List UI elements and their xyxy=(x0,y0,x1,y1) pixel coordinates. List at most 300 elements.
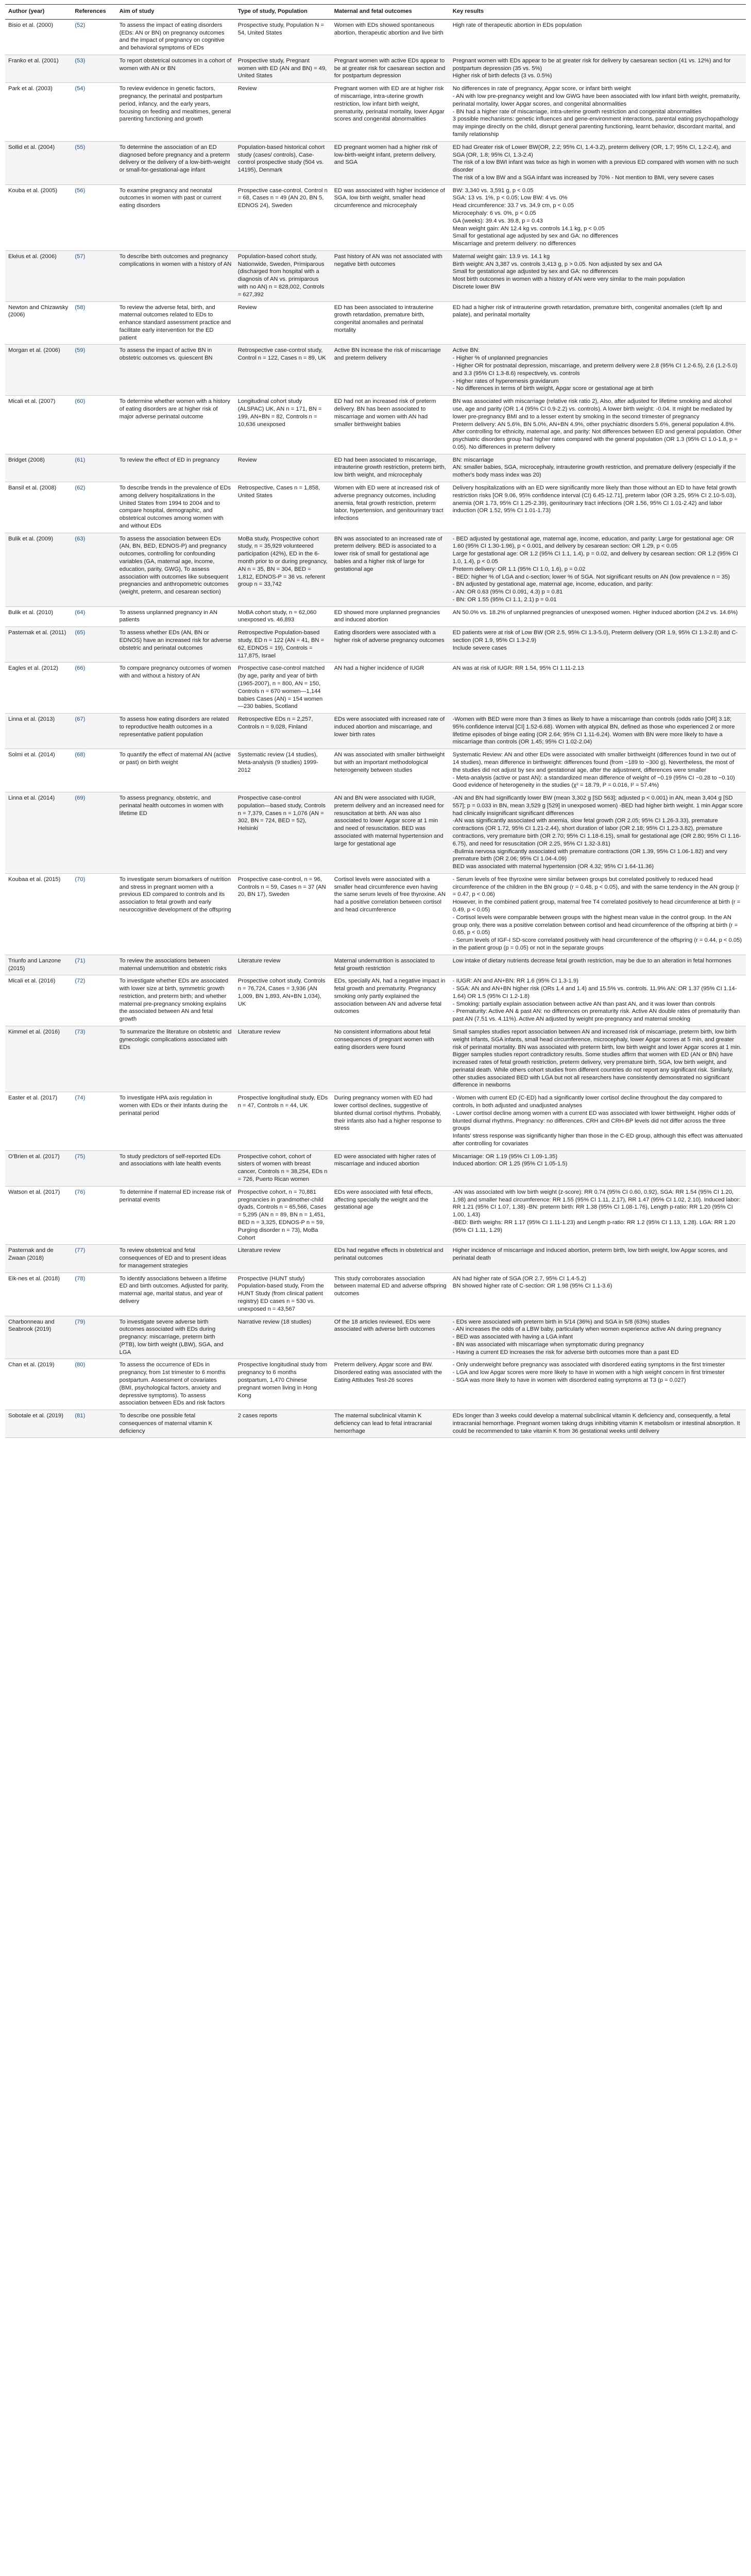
aim-cell: To determine if maternal ED increase risk of perinatal events xyxy=(116,1186,235,1244)
study-type-cell: Prospective longitudinal study from pregnancy to 6 months postpartum, 1,470 Chinese pregnant women living in Hong Kong xyxy=(235,1359,331,1410)
author-cell: Sobotale et al. (2019) xyxy=(5,1410,72,1438)
table-row xyxy=(5,1273,746,1316)
result-line: AN was at risk of IUGR: RR 1.54, 95% CI 1.11-2.13 xyxy=(452,665,584,672)
result-line: - LGA and low Apgar scores were more likely to have in women with a high weight concern in first trimester xyxy=(452,1369,725,1376)
result-line: AN: smaller babies, SGA, microcephaly, intrauterine growth restriction, and premature delivery (especially if the mother's body mass index was 20) xyxy=(452,464,736,479)
result-line: Head circumference: 33.7 vs. 34.9 cm, p < 0.05 xyxy=(452,202,574,209)
result-line: High rate of therapeutic abortion in EDs population xyxy=(452,22,582,28)
reference-link[interactable]: (67) xyxy=(72,714,116,749)
result-line: - Smoking: partially explain association between active AN than past AN, and it was lower than controls xyxy=(452,1001,715,1007)
reference-link[interactable]: (76) xyxy=(72,1186,116,1244)
study-type-cell: Prospective case-control, Control n = 68, Cases n = 49 (AN 20, BN 5, EDNOS 24), Sweden xyxy=(235,184,331,250)
key-results-cell xyxy=(450,627,746,663)
reference-link[interactable]: (56) xyxy=(72,184,116,250)
aim-cell: To assess the impact of active BN in obstetric outcomes vs. quiescent BN xyxy=(116,345,235,396)
table-row xyxy=(5,749,746,792)
key-results-cell xyxy=(450,1092,746,1150)
author-cell: Pasternak et al. (2011) xyxy=(5,627,72,663)
table-body xyxy=(5,19,746,1438)
table-row xyxy=(5,627,746,663)
result-line: Birth weight: AN 3,387 vs. controls 3,413 g, p > 0.05. Non adjusted by sex and GA xyxy=(452,261,662,267)
result-line: - BED was associated with having a LGA infant xyxy=(452,1334,573,1341)
study-type-cell: Population-based cohort study, Nationwide, Sweden, Primiparous (discharged from hospital with a diagnosis of AN vs. primiparous with no AN) n = 828,002, Controls = 627,392 xyxy=(235,250,331,301)
key-results-cell xyxy=(450,873,746,955)
study-type-cell: Prospective case-control matched (by age, parity and year of birth (1965-2007), n = 800, AN = 150, Controls n = 670 women—1,144 babies Cases (AN) = 154 women—230 babies, Scotland xyxy=(235,663,331,714)
result-line: Include severe cases xyxy=(452,645,507,651)
study-type-cell: Prospective case-control population—based study, Controls n = 7,379, Cases n = 1,076 (AN = 302, BN = 724, BED = 52), Helsinki xyxy=(235,792,331,874)
result-line: - Meta-analysis (active or past AN): a standardized mean difference of weight of −0.19 (95% CI −0.28 to −0.10) xyxy=(452,774,735,781)
author-cell: Ekéus et al. (2006) xyxy=(5,250,72,301)
study-type-cell: Retrospective case-control study, Control n = 122, Cases n = 89, UK xyxy=(235,345,331,396)
outcomes-cell: ED were associated with higher rates of miscarriage and induced abortion xyxy=(331,1150,450,1186)
outcomes-cell: ED had not an increased risk of preterm delivery. BN has been associated to miscarriage and women with AN had smaller birthweight babies xyxy=(331,396,450,454)
header-type: Type of study, Population xyxy=(235,5,331,20)
outcomes-cell: Maternal undernutrition is associated to fetal growth restriction xyxy=(331,955,450,975)
reference-link[interactable]: (79) xyxy=(72,1316,116,1359)
result-line: Mean weight gain: AN 12.4 kg vs. controls 14.1 kg, p < 0.05 xyxy=(452,225,605,232)
table-row xyxy=(5,396,746,454)
key-results-cell xyxy=(450,345,746,396)
header-row xyxy=(5,5,746,20)
author-cell: Franko et al. (2001) xyxy=(5,55,72,82)
result-line: GA (weeks): 39.4 vs. 39.8, p = 0.43 xyxy=(452,217,543,224)
table-row xyxy=(5,1359,746,1410)
table-row xyxy=(5,482,746,533)
key-results-cell xyxy=(450,141,746,184)
result-line: - No differences in terms of birth weight, Apgar score or gestational age at birth xyxy=(452,385,654,392)
result-line: Delivery hospitalizations with an ED were significantly more likely than those without an ED to have fetal growth restriction risks [OR 9.06, 95% confidence interval (CI) 6.45-12.71], preterm labor (OR 3.25, 95% CI 2.10-5.03), anemia (OR 1.73, 95% CI 1.25-2.39), genitourinary tract infections (OR 1.56, 95% CI 1.01-2.42) and labor induction (OR 1.52, 95% CI 1.01-1.73) xyxy=(452,484,737,514)
outcomes-cell: ED showed more unplanned pregnancies and induced abortion xyxy=(331,606,450,627)
result-line: - IUGR: AN and AN+BN: RR 1.6 (95% CI 1.3-1.9) xyxy=(452,978,578,985)
result-line: -Women with BED were more than 3 times as likely to have a miscarriage than controls (odds ratio [OR] 3.18; 95% confidence interval [CI] 1.52-6.68). Women with atypical BN, defined as those who experienced 2 or more lifetime episodes of binge eating (OR 2.64; 95% CI 1.11-6.24). Women with BN were more likely to have a miscarriage than controls (OR 1.45; 95% CI 1.02-2.04) xyxy=(452,716,735,745)
result-line: Most birth outcomes in women with a history of AN were very similar to the main population xyxy=(452,276,685,283)
outcomes-cell: ED has been associated to intrauterine growth retardation, premature birth, congenital anomalies and perinatal mortality xyxy=(331,301,450,345)
author-cell: Newton and Chizawsky (2006) xyxy=(5,301,72,345)
table-row xyxy=(5,301,746,345)
outcomes-cell: Pregnant women with ED are at higher risk of miscarriage, intra-uterine growth restriction, low infant birth weight, prematurity, perinatal mortality, lower Apgar scores and congenital abnormalities xyxy=(331,83,450,141)
outcomes-cell: During pregnancy women with ED had lower cortisol declines, suggestive of blunted diurnal cortisol rhythms. Probably, their infants also had a higher response to stress xyxy=(331,1092,450,1150)
reference-link[interactable]: (73) xyxy=(72,1026,116,1092)
study-type-cell: Population-based historical cohort study (cases/ controls), Case-control prospective study (504 vs. 14195), Denmark xyxy=(235,141,331,184)
header-aim: Aim of study xyxy=(116,5,235,20)
result-line: - AN increases the odds of a LBW baby, particularly when women experience active AN during pregnancy xyxy=(452,1326,722,1333)
reference-link[interactable]: (77) xyxy=(72,1245,116,1273)
reference-link[interactable]: (71) xyxy=(72,955,116,975)
key-results-cell xyxy=(450,1410,746,1438)
result-line: BED was associated with maternal hypertension (OR 4.32; 95% CI 1.64-11.36) xyxy=(452,863,654,870)
result-line: - Cortisol levels were comparable between groups with the highest mean value in the control group. In the AN group only, there was a positive correlation between cortisol and head circumference of the offspring at birth (r = 0.65, p < 0.05) xyxy=(452,914,738,936)
outcomes-cell: Of the 18 articles reviewed, EDs were associated with adverse birth outcomes xyxy=(331,1316,450,1359)
reference-link[interactable]: (62) xyxy=(72,482,116,533)
study-type-cell: Review xyxy=(235,83,331,141)
result-line: - Having a current ED increases the risk for adverse birth outcomes more than a past ED xyxy=(452,1349,679,1355)
result-line: Infants' stress response was significantly higher than those in the C-ED group, although this effect was attenuated after controlling for covariates xyxy=(452,1133,743,1147)
study-type-cell: Literature review xyxy=(235,1245,331,1273)
result-line: - Higher rates of hyperemesis gravidarum xyxy=(452,378,559,384)
author-cell: Bulik et al. (2010) xyxy=(5,606,72,627)
result-line: Maternal weight gain: 13.9 vs. 14.1 kg xyxy=(452,253,550,260)
key-results-cell xyxy=(450,184,746,250)
table-row xyxy=(5,1186,746,1244)
result-line: -AN was associated with low birth weight (z-score): RR 0.74 (95% CI 0.60, 0.92), SGA: RR 1.54 (95% CI 1.20, 1.98) and smaller head circumference: RR 1.55 (95% CI 1.11, 2.17), RR 1.47 (95% CI 1.02, 2.10). Induced labor: RR 1.21 (95% CI 1.07, 1.38) -BN: preterm birth: RR 1.38 (95% CI 1.08-1.76), Length p-ratio: RR 1.20 (95% CI 1.00, 1.43) xyxy=(452,1189,741,1218)
result-line: - BN: OR 1.55 (95% CI 1.1, 2.1) p = 0.01 xyxy=(452,596,557,603)
study-type-cell: Literature review xyxy=(235,1026,331,1092)
outcomes-cell: No consistent informations about fetal consequences of pregnant women with eating disorders were found xyxy=(331,1026,450,1092)
aim-cell: To describe trends in the prevalence of EDs among delivery hospitalizations in the United States from 1994 to 2004 and to compare hospital, demographic, and obstetrical outcomes among women with and without EDs xyxy=(116,482,235,533)
outcomes-cell: Preterm delivery, Apgar score and BW. Disordered eating was associated with the Eating Attitudes Test-26 scores xyxy=(331,1359,450,1410)
key-results-cell xyxy=(450,301,746,345)
aim-cell: To describe birth outcomes and pregnancy complications in women with a history of AN xyxy=(116,250,235,301)
result-line: - BN was associated with miscarriage when symptomatic during pregnancy xyxy=(452,1341,644,1348)
outcomes-cell: ED pregnant women had a higher risk of low-birth-weight infant, preterm delivery, and SGA xyxy=(331,141,450,184)
outcomes-cell: EDs, specially AN, had a negative impact in fetal growth and prematurity. Pregnancy smoking only partly explained the association between AN and adverse fetal outcomes xyxy=(331,975,450,1026)
result-line: Systematic Review: AN and other EDs were associated with smaller birthweight (differences found in two out of 14 studies), mean difference in birthweight: differences found (from −189 to −300 g). Nevertheless, the most of the studies did not adjust by sex and gestational age, after the adjustment, differences were smaller xyxy=(452,752,736,773)
author-cell: Triunfo and Lanzone (2015) xyxy=(5,955,72,975)
reference-link[interactable]: (60) xyxy=(72,396,116,454)
key-results-cell xyxy=(450,1186,746,1244)
study-type-cell: Prospective case-control, n = 96, Controls n = 59, Cases n = 37 (AN 20, BN 17), Sweden xyxy=(235,873,331,955)
author-cell: Easter et al. (2017) xyxy=(5,1092,72,1150)
result-line: Miscarriage and preterm delivery: no differences xyxy=(452,241,576,247)
reference-link[interactable]: (66) xyxy=(72,663,116,714)
result-line: BN: miscarriage xyxy=(452,456,494,463)
aim-cell: To quantify the effect of maternal AN (active or past) on birth weight xyxy=(116,749,235,792)
author-cell: Watson et al. (2017) xyxy=(5,1186,72,1244)
table-row xyxy=(5,83,746,141)
key-results-cell xyxy=(450,1245,746,1273)
key-results-cell xyxy=(450,19,746,55)
reference-link[interactable]: (70) xyxy=(72,873,116,955)
outcomes-cell: BN was associated to an increased rate of preterm delivery. BED is associated to a lower risk of small for gestational age babies and a higher risk of large for gestational age xyxy=(331,533,450,606)
study-type-cell: Retrospective EDs n = 2,257, Controls n = 9,028, Finland xyxy=(235,714,331,749)
result-line: - Women with current ED (C-ED) had a significantly lower cortisol decline throughout the day compared to controls, in both adjusted and unadjusted analyses xyxy=(452,1095,723,1109)
table-row xyxy=(5,55,746,82)
author-cell: Park et al. (2003) xyxy=(5,83,72,141)
key-results-cell xyxy=(450,454,746,482)
aim-cell: To assess how eating disorders are related to reproductive health outcomes in a representative patient population xyxy=(116,714,235,749)
table-row xyxy=(5,1092,746,1150)
table-row xyxy=(5,714,746,749)
aim-cell: To assess whether EDs (AN, BN or EDNOS) have an increased risk for adverse obstetric and perinatal outcomes xyxy=(116,627,235,663)
study-type-cell: Review xyxy=(235,454,331,482)
result-line: The risk of a low BWI infant was twice as high in women with a previous ED compared with women with no such disorder xyxy=(452,159,739,174)
reference-link[interactable]: (74) xyxy=(72,1092,116,1150)
table-row xyxy=(5,533,746,606)
reference-link[interactable]: (64) xyxy=(72,606,116,627)
aim-cell: To determine whether women with a history of eating disorders are at higher risk of major adverse perinatal outcome xyxy=(116,396,235,454)
author-cell: Charbonneau and Seabrook (2019) xyxy=(5,1316,72,1359)
reference-link[interactable]: (53) xyxy=(72,55,116,82)
table-row xyxy=(5,873,746,955)
table-row xyxy=(5,606,746,627)
aim-cell: To review the associations between maternal undernutrition and obstetric risks xyxy=(116,955,235,975)
reference-link[interactable]: (57) xyxy=(72,250,116,301)
result-line: BW: 3,340 vs. 3,591 g, p < 0.05 xyxy=(452,187,534,194)
outcomes-cell: Women with EDs showed spontaneous abortion, therapeutic abortion and live birth xyxy=(331,19,450,55)
aim-cell: To review evidence in genetic factors, pregnancy, the perinatal and postpartum period, infancy, and the early years, focusing on feeding and mealtimes, general parenting functioning and growth xyxy=(116,83,235,141)
result-line: - AN with low pre-pregnancy weight and low GWG have been associated with low infant birth weight, prematurity, perinatal mortality, lower Apgar scores, and congenital abnormalities xyxy=(452,93,740,107)
key-results-cell xyxy=(450,396,746,454)
outcomes-cell: ED had been associated to miscarriage, intrauterine growth restriction, preterm birth, low birth weight, and microcephaly xyxy=(331,454,450,482)
aim-cell: To determine the association of an ED diagnosed before pregnancy and a preterm delivery or the delivery of a low-birth-weight or small-for-gestational-age infant xyxy=(116,141,235,184)
aim-cell: To investigate HPA axis regulation in women with EDs or their infants during the perinatal period xyxy=(116,1092,235,1150)
table-row xyxy=(5,1245,746,1273)
aim-cell: To investigate whether EDs are associated with lower size at birth, symmetric growth restriction, and preterm birth; and whether maternal pre-pregnancy smoking explains the associated between AN and fetal growth xyxy=(116,975,235,1026)
outcomes-cell: This study corroborates association between maternal ED and adverse offspring outcomes xyxy=(331,1273,450,1316)
result-line: ED had Greater risk of Lower BW(OR, 2.2; 95% CI, 1.4-3.2), preterm delivery (OR, 1.7; 95% CI, 1.2-2.4), and SGA (OR, 1.8; 95% CI, 1.3-2.4) xyxy=(452,144,731,158)
table-row xyxy=(5,792,746,874)
header-results: Key results xyxy=(450,5,746,20)
reference-link[interactable]: (81) xyxy=(72,1410,116,1438)
key-results-cell xyxy=(450,55,746,82)
aim-cell: To review the adverse fetal, birth, and maternal outcomes related to EDs to enhance standard assessment practice and facilitate early intervention for the ED patient xyxy=(116,301,235,345)
author-cell: Kimmel et al. (2016) xyxy=(5,1026,72,1092)
result-line: AN 50.0% vs. 18.2% of unplanned pregnancies of unexposed women. Higher induced abortion (24.2 vs. 14.6%) xyxy=(452,609,738,616)
study-type-cell: Prospective study, Population N = 54, United States xyxy=(235,19,331,55)
result-line: -AN was significantly associated with anemia, slow fetal growth (OR 2.05; 95% CI 1.26-3.33), premature contractions (OR 1.72, 95% CI 1.21-2.44), short duration of labor (OR 2.18; 95% CI 1.23-3.82), premature contractions, very premature birth (OR 2.70; 95% CI 1.18-6.15), small for gestational age (OR 2.80; 95% CI 1.16-6.75), and need for resuscitation (OR 2.25, 95% CI 1.32-3.81) xyxy=(452,818,741,847)
result-line: ED patients were at risk of Low BW (OR 2.5, 95% CI 1.3-5.0), Preterm delivery (OR 1.9, 95% CI 1.3-2.8) and C-section (OR 1.9, 95% CI 1.3-2.9) xyxy=(452,630,738,644)
result-line: Good evidence of heterogeneity in the studies (χ² = 18.79, P = 0.016, I² = 57.4%) xyxy=(452,782,659,789)
key-results-cell xyxy=(450,482,746,533)
reference-link[interactable]: (61) xyxy=(72,454,116,482)
result-line: Small for gestational age adjusted by sex and GA: no differences xyxy=(452,268,619,275)
aim-cell: To assess unplanned pregnancy in AN patients xyxy=(116,606,235,627)
study-type-cell: Literature review xyxy=(235,955,331,975)
author-cell: Pasternak and de Zwaan (2018) xyxy=(5,1245,72,1273)
result-line: Miscarriage: OR 1.19 (95% CI 1.09-1.35) xyxy=(452,1153,558,1160)
outcomes-cell: EDs had negative effects in obstetrical and perinatal outcomes xyxy=(331,1245,450,1273)
header-references: References xyxy=(72,5,116,20)
outcomes-cell: Eating disorders were associated with a higher risk of adverse pregnancy outcomes xyxy=(331,627,450,663)
study-type-cell: Prospective (HUNT study) Population-based study, From the HUNT Study (from clinical patient registry) ED cases n = 530 vs. unexposed n = 43,567 xyxy=(235,1273,331,1316)
aim-cell: To report obstetrical outcomes in a cohort of women with AN or BN xyxy=(116,55,235,82)
result-line: BN was associated with miscarriage (relative risk ratio 2), Also, after adjusted for lifetime smoking and alcohol use, age and parity (OR 1.4 (95% CI 0.9-2.2) vs. controls). A lower birth weight: -0.04. It might be mediated by lower pre-pregnancy BMI and to a lesser extent by smoking in the second trimester of pregnancy xyxy=(452,398,732,420)
result-line: - SGA was more likely to have in women with disordered eating symptoms at T3 (p = 0.027) xyxy=(452,1377,686,1383)
result-line: However, in the combined patient group, maternal free T4 correlated positively to head circumference at birth (r = 0.49, p < 0.05) xyxy=(452,899,741,913)
table-row xyxy=(5,663,746,714)
author-cell: Bulik et al. (2009) xyxy=(5,533,72,606)
key-results-cell xyxy=(450,749,746,792)
outcomes-cell: The maternal subclinical vitamin K deficiency can lead to fetal intracranial hemorrhage xyxy=(331,1410,450,1438)
result-line: 3 possible mechanisms: genetic influences and gene-environment interactions, parental eating psychopathology may impinge directly on the child, disrupt general parenting functioning, learnt behavior, discordant marital, and family relationship xyxy=(452,116,739,138)
outcomes-cell: EDs were associated with increased rate of induced abortion and miscarriage, and lower birth rates xyxy=(331,714,450,749)
aim-cell: To investigate serum biomarkers of nutrition and stress in pregnant women with a previous ED compared to controls and its association to fetal growth and early neurocognitive development of the offspring xyxy=(116,873,235,955)
study-type-cell: Retrospective Population-based study, ED n = 122 (AN = 41, BN = 62, EDNOS = 19), Controls = 117,875, Israel xyxy=(235,627,331,663)
result-line: Large for gestational age: OR 1.2 (95% CI 1.1, 1.4), p = 0.02, and delivery by cesarean section: OR 1.2 (95% CI 1.0, 1.4), p < 0.05 xyxy=(452,551,739,565)
aim-cell: To assess the impact of eating disorders (EDs: AN or BN) on pregnancy outcomes and the impact of pregnancy on cognitive and behavioral symptoms of EDs xyxy=(116,19,235,55)
table-row xyxy=(5,454,746,482)
author-cell: Micali et al. (2016) xyxy=(5,975,72,1026)
table-row xyxy=(5,250,746,301)
study-type-cell: Prospective cohort, cohort of sisters of women with breast cancer, Controls n = 38,254, EDs n = 726, Puerto Rican women xyxy=(235,1150,331,1186)
table-row xyxy=(5,1150,746,1186)
author-cell: Micali et al. (2007) xyxy=(5,396,72,454)
result-line: -Bulimia nervosa significantly associated with premature contractions (OR 1.39, 95% CI 1.06-1.82) and very premature birth (OR 2.06; 95% CI 1.04-4.09) xyxy=(452,848,727,862)
result-line: BN showed higher rate of C-section: OR 1.98 (95% CI 1.1-3.6) xyxy=(452,1283,612,1290)
aim-cell: To identify associations between a lifetime ED and birth outcomes. Adjusted for parity, maternal age, marital status, and year of delivery xyxy=(116,1273,235,1316)
result-line: -BED: Birth weighs: RR 1.17 (95% CI 1.11-1.23) and Length p-ratio: RR 1.2 (95% CI 1.13, 1.28). LGA: RR 1.20 (95% CI 1.11, 1.29) xyxy=(452,1219,736,1233)
result-line: Higher risk of birth defects (3 vs. 0.5%) xyxy=(452,73,552,79)
aim-cell: To summarize the literature on obstetric and gynecologic complications associated with EDs xyxy=(116,1026,235,1092)
reference-link[interactable]: (68) xyxy=(72,749,116,792)
result-line: - SGA: AN and AN+BN higher risk (ORs 1.4 and 1.4) and 15.5% vs. controls. 11.9% AN: OR 1.37 (95% CI 1.14-1.64) OR 1.5 (95% CI 1.2-1.8) xyxy=(452,986,737,999)
key-results-cell xyxy=(450,1273,746,1316)
author-cell: Linna et al. (2014) xyxy=(5,792,72,874)
table-header xyxy=(5,5,746,20)
result-line: Active BN: xyxy=(452,347,480,354)
outcomes-cell: Women with ED were at increased risk of adverse pregnancy outcomes, including anemia, fetal growth restriction, preterm labor, hypertension, and genitourinary tract infections xyxy=(331,482,450,533)
table-row xyxy=(5,345,746,396)
outcomes-cell: AN and BN were associated with IUGR, preterm delivery and an increased need for resuscitation at birth. AN was also associated to lower Apgar score at 1 min and need of resuscitation. BED was associated with maternal hypertension and large for gestational age xyxy=(331,792,450,874)
result-line: AN had higher rate of SGA (OR 2.7, 95% CI 1.4-5.2) xyxy=(452,1275,587,1282)
result-line: - Serum levels of free thyroxine were similar between groups but correlated positively to reduced head circumference of the children in the BN group (r = 0.48, p < 0.05), and with the same tendency in the AN group (r = 0.47, p < 0.06) xyxy=(452,876,740,898)
study-type-cell: Prospective study, Pregnant women with ED (AN and BN) = 49, United States xyxy=(235,55,331,82)
study-type-cell: Prospective cohort study, Controls n = 76,724, Cases = 3,936 (AN 1,009, BN 1,893, AN+BN 1,034), UK xyxy=(235,975,331,1026)
author-cell: Eagles et al. (2012) xyxy=(5,663,72,714)
study-type-cell: Review xyxy=(235,301,331,345)
key-results-cell xyxy=(450,714,746,749)
aim-cell: To investigate severe adverse birth outcomes associated with EDs during pregnancy: miscarriage, preterm birth (PTB), low birth weight (LBW), SGA, and LGA xyxy=(116,1316,235,1359)
reference-link[interactable]: (65) xyxy=(72,627,116,663)
aim-cell: To describe one possible fetal consequences of maternal vitamin K deficiency xyxy=(116,1410,235,1438)
study-type-cell: Narrative review (18 studies) xyxy=(235,1316,331,1359)
study-type-cell: Systematic review (14 studies), Meta-analysis (9 studies) 1999-2012 xyxy=(235,749,331,792)
result-line: Discrete lower BW xyxy=(452,284,500,290)
author-cell: Eik-nes et al. (2018) xyxy=(5,1273,72,1316)
result-line: ED had a higher risk of intrauterine growth retardation, premature birth, congenital anomalies (cleft lip and palate), and perinatal mortality xyxy=(452,304,722,318)
result-line: Microcephaly: 6 vs. 0%, p < 0.05 xyxy=(452,210,536,216)
result-line: Small for gestational age adjusted by sex and GA: no differences xyxy=(452,233,619,240)
header-author: Author (year) xyxy=(5,5,72,20)
reference-link[interactable]: (59) xyxy=(72,345,116,396)
result-line: Low intake of dietary nutrients decrease fetal growth restriction, may be due to an alteration in fetal hormones xyxy=(452,957,731,964)
result-line: The risk of a low BW and a SGA infant was increased by 70% - Not mention to BMI, very severe cases xyxy=(452,174,714,181)
reference-link[interactable]: (52) xyxy=(72,19,116,55)
study-type-cell: Retrospective, Cases n = 1,858, United States xyxy=(235,482,331,533)
study-type-cell: 2 cases reports xyxy=(235,1410,331,1438)
result-line: - Higher OR for postnatal depression, miscarriage, and preterm delivery were 2.8 (95% CI 1.2-6.5), 2.6 (1.2-5.0) and 3.3 (95% CI 1.3-8.6) respectively, vs. controls xyxy=(452,363,738,377)
aim-cell: To study predictors of self-reported EDs and associations with late health events xyxy=(116,1150,235,1186)
author-cell: Sollid et al. (2004) xyxy=(5,141,72,184)
outcomes-cell: EDs were associated with fetal effects, affecting specially the weight and the gestational age xyxy=(331,1186,450,1244)
table-row xyxy=(5,141,746,184)
result-line: - Prematurity: Active AN & past AN: no differences on prematurity risk. Active AN double rates of prematurity than past AN (7.51 vs. 4.11%). Active AN adjusted by weight pre-pregnancy and maternal smoking xyxy=(452,1008,740,1023)
author-cell: O'Brien et al. (2017) xyxy=(5,1150,72,1186)
reference-link[interactable]: (80) xyxy=(72,1359,116,1410)
key-results-cell xyxy=(450,606,746,627)
reference-link[interactable]: (58) xyxy=(72,301,116,345)
result-line: Preterm delivery: AN 5.6%, BN 5.0%, AN+BN 4.9%, other psychiatric disorders 5.6%, general population 4.8%. After controlling for ethnicity, maternal age, and parity: Not differences between ED and general population. Other psychiatric disorders group had higher rates compared with the general population (OR 1.3 (95% CI 1.0-1.8, p = 0.05). No differences in preterm delivery xyxy=(452,421,742,450)
outcomes-cell: Pregnant women with active EDs appear to be at greater risk for caesarean section and for postpartum depression xyxy=(331,55,450,82)
result-line: No differences in rate of pregnancy, Apgar score, or infant birth weight xyxy=(452,86,631,92)
author-cell: Solmi et al. (2014) xyxy=(5,749,72,792)
result-line: - BED adjusted by gestational age, maternal age, income, education, and parity: Large for gestational age: OR 1.60 (95% CI 1.30-1.96), p < 0.001, and delivery by cesarean section: OR 1.29, p < 0.05 xyxy=(452,535,734,550)
result-line: Induced abortion: OR 1.25 (95% CI 1.05-1.5) xyxy=(452,1161,568,1167)
header-outcomes: Maternal and fetal outcomes xyxy=(331,5,450,20)
key-results-cell xyxy=(450,975,746,1026)
aim-cell: To review obstetrical and fetal consequences of ED and to present ideas for management strategies xyxy=(116,1245,235,1273)
key-results-cell xyxy=(450,1359,746,1410)
study-type-cell: Prospective longitudinal study, EDs n = 47, Controls n = 44, UK xyxy=(235,1092,331,1150)
author-cell: Bisio et al. (2000) xyxy=(5,19,72,55)
aim-cell: To review the effect of ED in pregnancy xyxy=(116,454,235,482)
result-line: - EDs were associated with preterm birth in 5/14 (36%) and SGA in 5/8 (63%) studies xyxy=(452,1318,670,1325)
reference-link[interactable]: (63) xyxy=(72,533,116,606)
reference-link[interactable]: (69) xyxy=(72,792,116,874)
result-line: - Higher % of unplanned pregnancies xyxy=(452,355,548,362)
study-type-cell: Prospective cohort, n = 70,881 pregnancies in grandmother-child dyads, Controls n = 65,566, Cases = 5,295 (AN n = 89, BN n = 1,451, BED n = 3,325, EDNOS-P n = 59, Purging disorder n = 73), MoBa Cohort xyxy=(235,1186,331,1244)
result-line: - BED: higher % of LGA and c-section; lower % of SGA. Not significant results on AN (low prevalence n = 35) xyxy=(452,573,730,580)
outcomes-cell: Past history of AN was not associated with negative birth outcomes xyxy=(331,250,450,301)
aim-cell: To assess the association between EDs (AN, BN, BED, EDNOS-P) and pregnancy outcomes, controlling for confounding variables (GA, maternal age, income, education, parity, GWG), To assess association with outcomes like subsequent pregnancies and anthropometric outcomes (weight, preterm, and cesarean section) xyxy=(116,533,235,606)
result-line: - AN: OR 0.63 (95% CI 0.091, 4.3) p = 0.81 xyxy=(452,589,563,596)
key-results-cell xyxy=(450,83,746,141)
outcomes-cell: AN was associated with smaller birthweight but with an important methodological heterogeneity between studies xyxy=(331,749,450,792)
result-line: - BN had a higher rate of miscarriage, intra-uterine growth restriction and congenital abnormalities xyxy=(452,108,702,115)
key-results-cell xyxy=(450,533,746,606)
study-type-cell: MoBA cohort study, n = 62,060 unexposed vs. 46,893 xyxy=(235,606,331,627)
key-results-cell xyxy=(450,250,746,301)
author-cell: Linna et al. (2013) xyxy=(5,714,72,749)
table-row xyxy=(5,1026,746,1092)
result-line: - Only underweight before pregnancy was associated with disordered eating symptoms in the first trimester xyxy=(452,1362,725,1368)
result-line: EDs longer than 3 weeks could develop a maternal subclinical vitamin K deficiency and, consequently, a fetal intracranial hemorrhage. Pregnant women taking drugs inhibiting vitamin K metabolism or intestinal absorption. It could be recommended to take vitamin K from 36 gestational weeks until delivery xyxy=(452,1413,740,1434)
result-line: SGA: 13 vs. 1%, p < 0.05; Low BW: 4 vs. 0% xyxy=(452,195,568,201)
table-row xyxy=(5,1410,746,1438)
aim-cell: To assess pregnancy, obstetric, and perinatal health outcomes in women with lifetime ED xyxy=(116,792,235,874)
result-line: Higher incidence of miscarriage and induced abortion, preterm birth, low birth weight, low Apgar scores, and perinatal death xyxy=(452,1247,728,1262)
key-results-cell xyxy=(450,955,746,975)
outcomes-cell: AN had a higher incidence of IUGR xyxy=(331,663,450,714)
author-cell: Koubaa et al. (2015) xyxy=(5,873,72,955)
result-line: Pregnant women with EDs appear to be at greater risk for delivery by caesarean section (41 vs. 12%) and for postpartum depression (35 vs. 5%) xyxy=(452,57,731,72)
reference-link[interactable]: (72) xyxy=(72,975,116,1026)
reference-link[interactable]: (54) xyxy=(72,83,116,141)
result-line: Preterm delivery: OR 1.1 (95% CI 1.0, 1.6), p = 0.02 xyxy=(452,566,586,572)
author-cell: Bridget (2008) xyxy=(5,454,72,482)
table-row xyxy=(5,975,746,1026)
study-type-cell: MoBa study, Prospective cohort study, n = 35,929 volunteered participation (42%), ED in the 6-month prior to or during pregnancy, AN n = 35, BN = 304, BED = 1,812, EDNOS-P = 36 vs. referent group n = 33,742 xyxy=(235,533,331,606)
aim-cell: To assess the occurrence of EDs in pregnancy, from 1st trimester to 6 months postpartum. Assessment of covariates (BMI, psychological factors, anxiety and depressive symptoms). To assess association between EDs and risk factors xyxy=(116,1359,235,1410)
reference-link[interactable]: (78) xyxy=(72,1273,116,1316)
key-results-cell xyxy=(450,1150,746,1186)
outcomes-cell: ED was associated with higher incidence of SGA, low birth weight, smaller head circumference and microcephaly xyxy=(331,184,450,250)
result-line: - BN adjusted by gestational age, maternal age, income, education, and parity: xyxy=(452,581,653,588)
author-cell: Morgan et al. (2006) xyxy=(5,345,72,396)
table-row xyxy=(5,1316,746,1359)
key-results-cell xyxy=(450,792,746,874)
reference-link[interactable]: (55) xyxy=(72,141,116,184)
result-line: Small samples studies report association between AN and increased risk of miscarriage, preterm birth, low birth weight infants, SGA infants, small head circumference, microcephaly, lower Apgar scores at 5 min, and greater risk of perinatal mortality. BN was associated with preterm birth, low birth weight and lower Apgar scores at 1 min. Bigger samples studies report contradictory results. Some studies affirm that women with ED (AN or BN) have increased rates of fetal growth restriction, preterm delivery, very premature birth, SGA, low birth weight, and perinatal death. While others cohort studies from different countries do not report any significant risk. Similarly, other studies associated BED with LGA but not all researchers have consistently demonstrated no significant difference in newborns xyxy=(452,1028,742,1089)
result-line: - Serum levels of IGF-I SD-score correlated positively with head circumference of the offspring (r = 0.44, p < 0.05) in the patient group (p = 0.05) or not in the separate groups xyxy=(452,937,742,951)
studies-table xyxy=(5,4,746,1438)
study-type-cell: Longitudinal cohort study (ALSPAC) UK, AN n = 171, BN = 199, AN+BN = 82, Controls n = 10,636 unexposed xyxy=(235,396,331,454)
reference-link[interactable]: (75) xyxy=(72,1150,116,1186)
aim-cell: To compare pregnancy outcomes of women with and without a history of AN xyxy=(116,663,235,714)
key-results-cell xyxy=(450,663,746,714)
result-line: -AN and BN had significantly lower BW (mean 3,302 g [SD 563]; adjusted p < 0.001) in AN, mean 3,404 g [SD 557]; p = 0.033 in BN, mean 3,529 g [529] in unexposed women) -BED had higher birth weight. 1 min Apgar score had clinically insignificant significant differences xyxy=(452,795,743,817)
table-row xyxy=(5,19,746,55)
table-row xyxy=(5,955,746,975)
result-line: - Lower cortisol decline among women with a current ED was associated with lower birthweight. Higher odds of blunted diurnal rhythms. Pregnancy: no differences. CRH and CRH-BP levels did not differ across the three groups xyxy=(452,1110,736,1132)
author-cell: Kouba et al. (2005) xyxy=(5,184,72,250)
author-cell: Chan et al. (2019) xyxy=(5,1359,72,1410)
author-cell: Bansil et al. (2008) xyxy=(5,482,72,533)
outcomes-cell: Active BN increase the risk of miscarriage and preterm delivery xyxy=(331,345,450,396)
aim-cell: To examine pregnancy and neonatal outcomes in women with past or current eating disorders xyxy=(116,184,235,250)
outcomes-cell: Cortisol levels were associated with a smaller head circumference even having the same serum levels of free thyroxine. AN had a positive correlation between cortisol and head circumference xyxy=(331,873,450,955)
table-row xyxy=(5,184,746,250)
